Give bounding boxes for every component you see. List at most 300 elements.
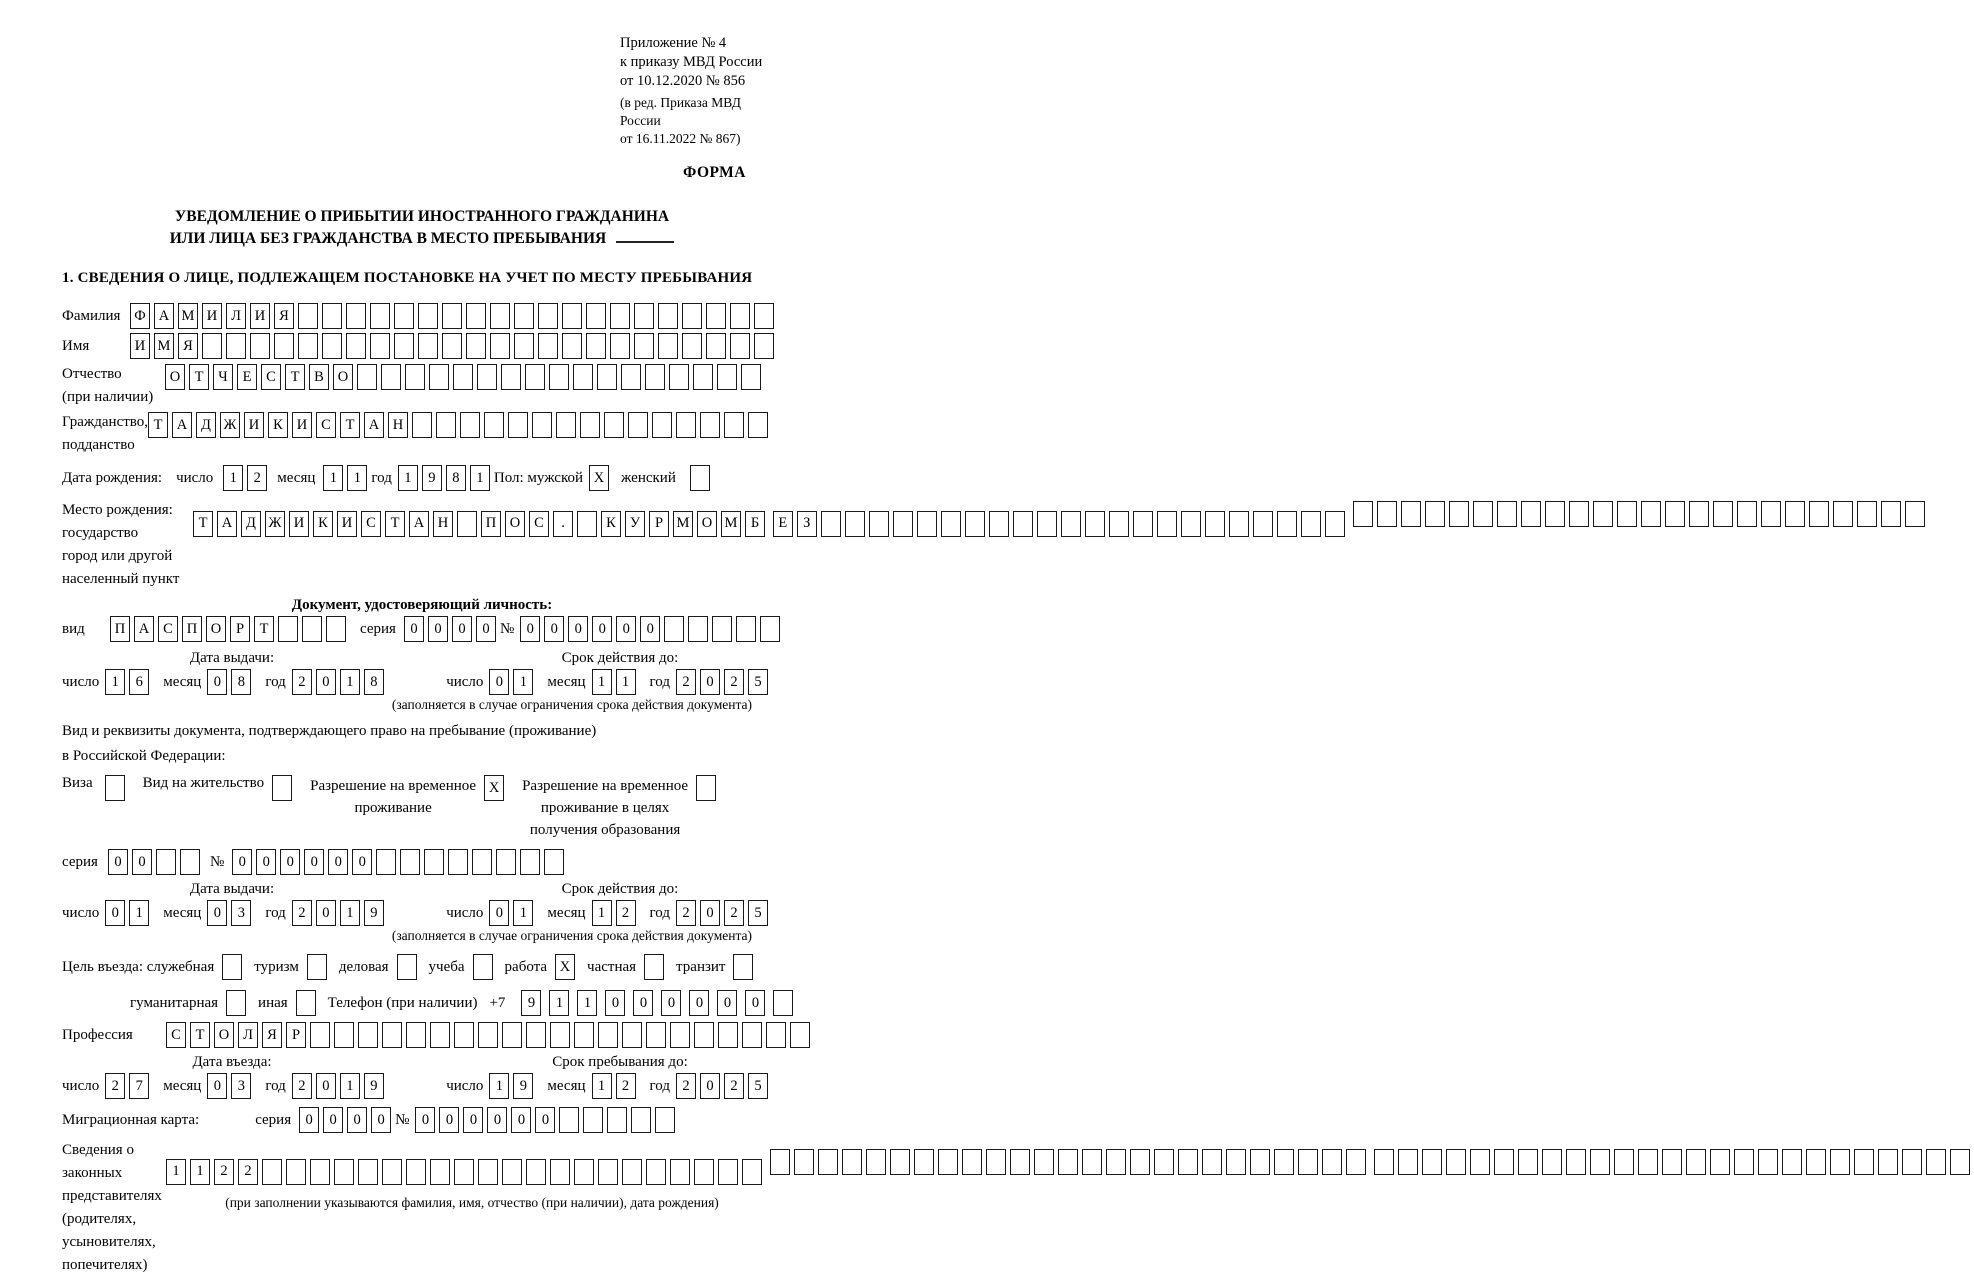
form-cell[interactable]: 1 [513, 900, 533, 926]
form-cell[interactable]: 9 [364, 900, 384, 926]
form-cell[interactable] [712, 616, 732, 642]
form-cell[interactable]: 0 [511, 1107, 531, 1133]
form-cell[interactable] [298, 333, 318, 359]
form-cell[interactable]: Т [285, 364, 305, 390]
form-cell[interactable] [1085, 511, 1105, 537]
form-cell[interactable] [580, 412, 600, 438]
form-cell[interactable]: 0 [745, 990, 765, 1016]
form-cell[interactable]: Е [237, 364, 257, 390]
form-cell[interactable] [477, 364, 497, 390]
form-cell[interactable] [1058, 1149, 1078, 1175]
form-cell[interactable] [418, 303, 438, 329]
form-cell[interactable] [406, 1022, 426, 1048]
form-cell[interactable] [278, 616, 298, 642]
form-cell[interactable] [1346, 1149, 1366, 1175]
form-cell[interactable] [226, 333, 246, 359]
form-cell[interactable] [986, 1149, 1006, 1175]
form-cell[interactable] [1833, 501, 1853, 527]
form-cell[interactable]: К [313, 511, 333, 537]
form-cell[interactable]: И [202, 303, 222, 329]
form-cell[interactable] [532, 412, 552, 438]
form-cell[interactable] [550, 1022, 570, 1048]
form-cell[interactable]: 0 [105, 900, 125, 926]
form-cell[interactable] [770, 1149, 790, 1175]
form-cell[interactable] [586, 303, 606, 329]
form-cell[interactable] [1205, 511, 1225, 537]
form-cell[interactable] [346, 333, 366, 359]
form-cell[interactable] [1130, 1149, 1150, 1175]
form-cell[interactable]: А [364, 412, 384, 438]
form-cell[interactable] [1398, 1149, 1418, 1175]
form-cell[interactable] [376, 849, 396, 875]
form-cell[interactable] [1545, 501, 1565, 527]
form-cell[interactable] [274, 333, 294, 359]
form-cell[interactable] [478, 1159, 498, 1185]
form-cell[interactable]: 5 [748, 900, 768, 926]
form-cell[interactable]: 1 [513, 669, 533, 695]
form-cell[interactable] [1277, 511, 1297, 537]
form-cell[interactable]: Л [238, 1022, 258, 1048]
form-cell[interactable] [644, 954, 664, 980]
form-cell[interactable]: С [529, 511, 549, 537]
form-cell[interactable] [1473, 501, 1493, 527]
form-cell[interactable] [472, 849, 492, 875]
form-cell[interactable] [1253, 511, 1273, 537]
form-cell[interactable] [655, 1107, 675, 1133]
form-cell[interactable] [526, 1022, 546, 1048]
form-cell[interactable] [490, 333, 510, 359]
form-cell[interactable]: 2 [292, 1073, 312, 1099]
form-cell[interactable] [334, 1022, 354, 1048]
form-cell[interactable]: 0 [108, 849, 128, 875]
form-cell[interactable]: Т [340, 412, 360, 438]
form-cell[interactable] [706, 303, 726, 329]
form-cell[interactable] [394, 333, 414, 359]
form-cell[interactable]: 0 [700, 669, 720, 695]
form-cell[interactable] [742, 1159, 762, 1185]
form-cell[interactable]: 3 [231, 1073, 251, 1099]
form-cell[interactable]: 1 [340, 669, 360, 695]
form-cell[interactable] [1638, 1149, 1658, 1175]
form-cell[interactable]: 0 [232, 849, 252, 875]
form-cell[interactable] [818, 1149, 838, 1175]
form-cell[interactable] [1494, 1149, 1514, 1175]
form-cell[interactable] [442, 303, 462, 329]
form-cell[interactable]: 2 [724, 669, 744, 695]
form-cell[interactable] [845, 511, 865, 537]
form-cell[interactable] [1521, 501, 1541, 527]
form-cell[interactable] [670, 1022, 690, 1048]
form-cell[interactable] [429, 364, 449, 390]
form-cell[interactable] [1569, 501, 1589, 527]
form-cell[interactable] [1353, 501, 1373, 527]
form-cell[interactable] [1061, 511, 1081, 537]
form-cell[interactable] [748, 412, 768, 438]
form-cell[interactable]: 0 [304, 849, 324, 875]
form-cell[interactable] [490, 303, 510, 329]
form-cell[interactable] [1902, 1149, 1922, 1175]
form-cell[interactable] [1878, 1149, 1898, 1175]
form-cell[interactable]: Ж [220, 412, 240, 438]
form-cell[interactable]: Р [230, 616, 250, 642]
form-cell[interactable]: 0 [371, 1107, 391, 1133]
form-cell[interactable]: 5 [748, 669, 768, 695]
form-cell[interactable] [1377, 501, 1397, 527]
form-cell[interactable] [890, 1149, 910, 1175]
form-cell[interactable] [1325, 511, 1345, 537]
form-cell[interactable]: 5 [748, 1073, 768, 1099]
form-cell[interactable] [1422, 1149, 1442, 1175]
form-cell[interactable] [669, 364, 689, 390]
form-cell[interactable]: 1 [592, 1073, 612, 1099]
form-cell[interactable] [1758, 1149, 1778, 1175]
form-cell[interactable]: Я [178, 333, 198, 359]
form-cell[interactable] [525, 364, 545, 390]
form-cell[interactable]: 0 [256, 849, 276, 875]
form-cell[interactable]: X [555, 954, 575, 980]
form-cell[interactable]: 0 [316, 900, 336, 926]
form-cell[interactable]: 0 [207, 1073, 227, 1099]
form-cell[interactable] [501, 364, 521, 390]
form-cell[interactable] [1301, 511, 1321, 537]
form-cell[interactable] [706, 333, 726, 359]
form-cell[interactable]: А [217, 511, 237, 537]
form-cell[interactable] [1905, 501, 1925, 527]
form-cell[interactable] [473, 954, 493, 980]
form-cell[interactable] [664, 616, 684, 642]
form-cell[interactable] [1497, 501, 1517, 527]
form-cell[interactable] [962, 1149, 982, 1175]
form-cell[interactable] [418, 333, 438, 359]
form-cell[interactable] [598, 1022, 618, 1048]
form-cell[interactable] [1665, 501, 1685, 527]
form-cell[interactable] [250, 333, 270, 359]
form-cell[interactable] [1713, 501, 1733, 527]
form-cell[interactable]: О [505, 511, 525, 537]
form-cell[interactable] [1229, 511, 1249, 537]
form-cell[interactable] [730, 303, 750, 329]
form-cell[interactable] [869, 511, 889, 537]
form-cell[interactable]: 2 [724, 1073, 744, 1099]
form-cell[interactable] [156, 849, 176, 875]
form-cell[interactable]: 9 [422, 465, 442, 491]
form-cell[interactable] [1322, 1149, 1342, 1175]
form-cell[interactable] [688, 616, 708, 642]
form-cell[interactable]: 1 [129, 900, 149, 926]
form-cell[interactable] [1734, 1149, 1754, 1175]
form-cell[interactable] [478, 1022, 498, 1048]
form-cell[interactable]: 1 [166, 1159, 186, 1185]
form-cell[interactable] [938, 1149, 958, 1175]
form-cell[interactable] [562, 333, 582, 359]
form-cell[interactable] [180, 849, 200, 875]
form-cell[interactable] [1710, 1149, 1730, 1175]
form-cell[interactable]: П [110, 616, 130, 642]
form-cell[interactable]: О [206, 616, 226, 642]
form-cell[interactable]: О [333, 364, 353, 390]
form-cell[interactable]: 0 [568, 616, 588, 642]
form-cell[interactable] [454, 1159, 474, 1185]
form-cell[interactable]: М [673, 511, 693, 537]
form-cell[interactable] [538, 303, 558, 329]
form-cell[interactable] [1518, 1149, 1538, 1175]
form-cell[interactable]: 9 [364, 1073, 384, 1099]
form-cell[interactable] [202, 333, 222, 359]
title-blank-line[interactable] [616, 229, 674, 243]
form-cell[interactable] [670, 1159, 690, 1185]
form-cell[interactable]: 9 [513, 1073, 533, 1099]
form-cell[interactable] [693, 364, 713, 390]
form-cell[interactable] [917, 511, 937, 537]
form-cell[interactable] [1806, 1149, 1826, 1175]
form-cell[interactable]: 0 [489, 900, 509, 926]
form-cell[interactable] [382, 1022, 402, 1048]
form-cell[interactable] [965, 511, 985, 537]
form-cell[interactable]: 0 [489, 669, 509, 695]
form-cell[interactable]: О [165, 364, 185, 390]
form-cell[interactable] [733, 954, 753, 980]
form-cell[interactable] [842, 1149, 862, 1175]
form-cell[interactable]: О [214, 1022, 234, 1048]
form-cell[interactable] [989, 511, 1009, 537]
form-cell[interactable]: 0 [280, 849, 300, 875]
form-cell[interactable] [1614, 1149, 1634, 1175]
form-cell[interactable] [597, 364, 617, 390]
form-cell[interactable]: Л [226, 303, 246, 329]
form-cell[interactable]: 0 [428, 616, 448, 642]
form-cell[interactable] [307, 954, 327, 980]
form-cell[interactable] [334, 1159, 354, 1185]
form-cell[interactable]: Т [148, 412, 168, 438]
form-cell[interactable]: 2 [238, 1159, 258, 1185]
form-cell[interactable]: 2 [724, 900, 744, 926]
form-cell[interactable]: 1 [577, 990, 597, 1016]
form-cell[interactable] [1689, 501, 1709, 527]
form-cell[interactable]: Е [773, 511, 793, 537]
form-cell[interactable]: Т [190, 1022, 210, 1048]
form-cell[interactable] [634, 303, 654, 329]
form-cell[interactable] [610, 333, 630, 359]
form-cell[interactable]: Д [241, 511, 261, 537]
form-cell[interactable]: 0 [323, 1107, 343, 1133]
form-cell[interactable]: 1 [592, 669, 612, 695]
form-cell[interactable] [1250, 1149, 1270, 1175]
form-cell[interactable]: 1 [549, 990, 569, 1016]
form-cell[interactable] [574, 1159, 594, 1185]
form-cell[interactable] [1157, 511, 1177, 537]
form-cell[interactable] [460, 412, 480, 438]
form-cell[interactable] [1662, 1149, 1682, 1175]
form-cell[interactable]: 2 [214, 1159, 234, 1185]
form-cell[interactable] [502, 1159, 522, 1185]
form-cell[interactable]: 2 [676, 669, 696, 695]
form-cell[interactable]: 1 [398, 465, 418, 491]
form-cell[interactable] [1446, 1149, 1466, 1175]
form-cell[interactable]: Т [385, 511, 405, 537]
form-cell[interactable] [430, 1022, 450, 1048]
form-cell[interactable]: Ф [130, 303, 150, 329]
form-cell[interactable] [448, 849, 468, 875]
form-cell[interactable]: 1 [323, 465, 343, 491]
form-cell[interactable]: 2 [292, 669, 312, 695]
form-cell[interactable] [1686, 1149, 1706, 1175]
form-cell[interactable] [442, 333, 462, 359]
form-cell[interactable] [941, 511, 961, 537]
form-cell[interactable]: 0 [404, 616, 424, 642]
form-cell[interactable]: М [721, 511, 741, 537]
form-cell[interactable]: 0 [661, 990, 681, 1016]
form-cell[interactable] [1425, 501, 1445, 527]
form-cell[interactable] [574, 1022, 594, 1048]
form-cell[interactable] [730, 333, 750, 359]
form-cell[interactable] [694, 1159, 714, 1185]
form-cell[interactable]: 0 [415, 1107, 435, 1133]
form-cell[interactable] [1470, 1149, 1490, 1175]
form-cell[interactable]: Р [649, 511, 669, 537]
form-cell[interactable] [1761, 501, 1781, 527]
form-cell[interactable]: М [154, 333, 174, 359]
form-cell[interactable]: 0 [640, 616, 660, 642]
form-cell[interactable] [326, 616, 346, 642]
form-cell[interactable] [559, 1107, 579, 1133]
form-cell[interactable] [622, 1159, 642, 1185]
form-cell[interactable] [694, 1022, 714, 1048]
form-cell[interactable] [773, 990, 793, 1016]
form-cell[interactable]: 0 [520, 616, 540, 642]
form-cell[interactable] [736, 616, 756, 642]
form-cell[interactable]: 0 [207, 900, 227, 926]
form-cell[interactable]: А [409, 511, 429, 537]
form-cell[interactable] [621, 364, 641, 390]
form-cell[interactable] [718, 1022, 738, 1048]
form-cell[interactable] [262, 1159, 282, 1185]
form-cell[interactable]: П [481, 511, 501, 537]
form-cell[interactable] [634, 333, 654, 359]
form-cell[interactable] [346, 303, 366, 329]
form-cell[interactable]: 0 [689, 990, 709, 1016]
form-cell[interactable] [718, 1159, 738, 1185]
form-cell[interactable] [1854, 1149, 1874, 1175]
form-cell[interactable] [466, 303, 486, 329]
form-cell[interactable]: Т [254, 616, 274, 642]
form-cell[interactable]: 3 [231, 900, 251, 926]
form-cell[interactable] [453, 364, 473, 390]
form-cell[interactable]: М [178, 303, 198, 329]
form-cell[interactable] [622, 1022, 642, 1048]
form-cell[interactable] [724, 412, 744, 438]
form-cell[interactable]: Ч [213, 364, 233, 390]
form-cell[interactable] [1782, 1149, 1802, 1175]
form-cell[interactable]: 6 [129, 669, 149, 695]
form-cell[interactable] [1106, 1149, 1126, 1175]
form-cell[interactable] [741, 364, 761, 390]
form-cell[interactable]: 9 [521, 990, 541, 1016]
form-cell[interactable] [222, 954, 242, 980]
form-cell[interactable] [646, 1022, 666, 1048]
form-cell[interactable] [610, 303, 630, 329]
form-cell[interactable] [226, 990, 246, 1016]
form-cell[interactable]: И [289, 511, 309, 537]
form-cell[interactable] [562, 303, 582, 329]
form-cell[interactable] [1809, 501, 1829, 527]
form-cell[interactable] [1617, 501, 1637, 527]
form-cell[interactable] [1010, 1149, 1030, 1175]
form-cell[interactable]: 2 [676, 900, 696, 926]
form-cell[interactable]: X [484, 775, 504, 801]
form-cell[interactable] [1881, 501, 1901, 527]
form-cell[interactable] [466, 333, 486, 359]
form-cell[interactable] [549, 364, 569, 390]
form-cell[interactable] [1274, 1149, 1294, 1175]
form-cell[interactable] [322, 303, 342, 329]
form-cell[interactable]: 1 [340, 1073, 360, 1099]
form-cell[interactable]: 8 [231, 669, 251, 695]
form-cell[interactable] [544, 849, 564, 875]
form-cell[interactable] [604, 412, 624, 438]
form-cell[interactable]: К [268, 412, 288, 438]
form-cell[interactable] [1374, 1149, 1394, 1175]
form-cell[interactable] [502, 1022, 522, 1048]
form-cell[interactable] [496, 849, 516, 875]
form-cell[interactable] [370, 333, 390, 359]
form-cell[interactable]: 0 [452, 616, 472, 642]
form-cell[interactable] [1830, 1149, 1850, 1175]
form-cell[interactable] [790, 1022, 810, 1048]
form-cell[interactable]: И [292, 412, 312, 438]
form-cell[interactable] [586, 333, 606, 359]
form-cell[interactable] [628, 412, 648, 438]
form-cell[interactable] [607, 1107, 627, 1133]
form-cell[interactable]: А [134, 616, 154, 642]
form-cell[interactable]: Р [286, 1022, 306, 1048]
form-cell[interactable] [696, 775, 716, 801]
form-cell[interactable] [1034, 1149, 1054, 1175]
form-cell[interactable] [358, 1159, 378, 1185]
form-cell[interactable] [690, 465, 710, 491]
form-cell[interactable]: 0 [700, 900, 720, 926]
form-cell[interactable] [412, 412, 432, 438]
form-cell[interactable] [1109, 511, 1129, 537]
form-cell[interactable] [760, 616, 780, 642]
form-cell[interactable] [406, 1159, 426, 1185]
form-cell[interactable] [631, 1107, 651, 1133]
form-cell[interactable] [1013, 511, 1033, 537]
form-cell[interactable] [302, 616, 322, 642]
form-cell[interactable] [1857, 501, 1877, 527]
form-cell[interactable]: А [172, 412, 192, 438]
form-cell[interactable] [358, 1022, 378, 1048]
form-cell[interactable]: 0 [316, 1073, 336, 1099]
form-cell[interactable]: Н [433, 511, 453, 537]
form-cell[interactable]: У [625, 511, 645, 537]
form-cell[interactable]: З [797, 511, 817, 537]
form-cell[interactable]: 0 [299, 1107, 319, 1133]
form-cell[interactable]: О [697, 511, 717, 537]
form-cell[interactable]: 1 [223, 465, 243, 491]
form-cell[interactable] [105, 775, 125, 801]
form-cell[interactable]: . [553, 511, 573, 537]
form-cell[interactable] [1401, 501, 1421, 527]
form-cell[interactable]: 1 [470, 465, 490, 491]
form-cell[interactable] [577, 511, 597, 537]
form-cell[interactable]: К [601, 511, 621, 537]
form-cell[interactable]: С [261, 364, 281, 390]
form-cell[interactable]: Т [193, 511, 213, 537]
form-cell[interactable]: С [166, 1022, 186, 1048]
form-cell[interactable] [1202, 1149, 1222, 1175]
form-cell[interactable]: Я [262, 1022, 282, 1048]
form-cell[interactable] [286, 1159, 306, 1185]
